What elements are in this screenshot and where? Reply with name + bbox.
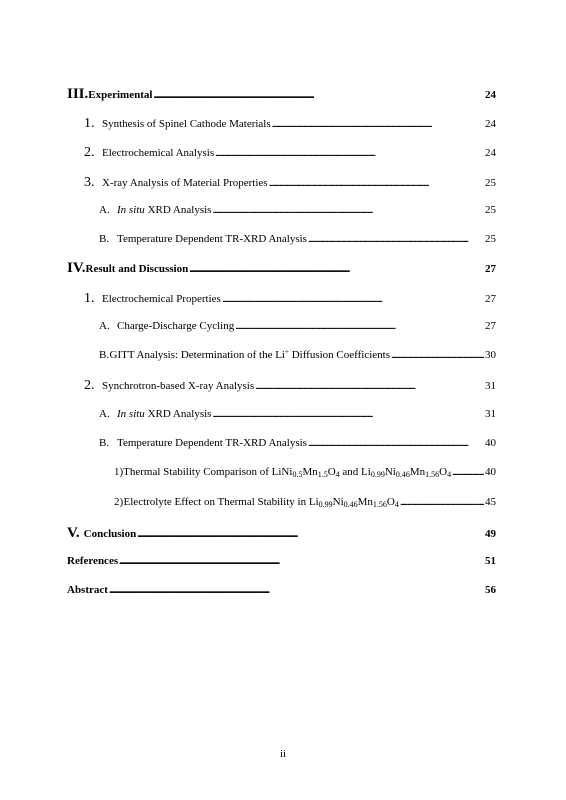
toc-entry-trxrd-2[interactable]	[0, 437, 566, 453]
toc-leader	[272, 118, 484, 130]
toc-number: B.	[99, 233, 110, 245]
toc-number: IV.	[67, 260, 86, 276]
toc-number: 2.	[84, 145, 95, 160]
toc-entry-insitu-xrd-2[interactable]	[0, 408, 566, 424]
toc-title: In situ XRD Analysis	[117, 408, 212, 420]
toc-page-number: 24	[485, 118, 496, 130]
toc-number: A.	[99, 204, 110, 216]
toc-number: B.	[99, 349, 110, 361]
toc-entry-thermal-stability[interactable]	[0, 466, 566, 482]
toc-entry-synthesis[interactable]	[0, 116, 566, 132]
page-footer-number: ii	[279, 748, 287, 760]
toc-entry-abstract[interactable]	[0, 584, 566, 600]
toc-entry-conclusion[interactable]	[0, 525, 566, 541]
toc-leader	[189, 263, 484, 275]
toc-page-number: 27	[485, 293, 496, 305]
toc-number: 1.	[84, 291, 95, 306]
toc-entry-references[interactable]	[0, 555, 566, 571]
toc-leader	[137, 528, 484, 540]
toc-leader	[308, 233, 484, 245]
toc-entry-xray-analysis[interactable]	[0, 175, 566, 191]
toc-title: Temperature Dependent TR-XRD Analysis	[117, 233, 307, 245]
toc-leader	[255, 380, 484, 392]
toc-leader	[212, 408, 484, 420]
toc-title: X-ray Analysis of Material Properties	[102, 177, 268, 189]
toc-page-number: 45	[485, 496, 496, 508]
toc-number: 2.	[84, 378, 95, 393]
toc-entry-electrochemical-analysis[interactable]	[0, 145, 566, 161]
toc-title: Charge-Discharge Cycling	[117, 320, 235, 332]
toc-title: Abstract	[67, 584, 108, 596]
toc-number: A.	[99, 408, 110, 420]
toc-entry-experimental[interactable]	[0, 86, 566, 102]
toc-page-number: 31	[485, 408, 496, 420]
toc-leader	[452, 466, 484, 478]
toc-page-number: 27	[485, 263, 496, 275]
toc-number: 1.	[84, 116, 95, 131]
toc-title: Result and Discussion	[85, 263, 189, 275]
toc-entry-insitu-xrd-1[interactable]	[0, 204, 566, 220]
toc-number: III.	[67, 86, 89, 102]
toc-title: Electrochemical Properties	[102, 293, 221, 305]
toc-page-number: 40	[485, 437, 496, 449]
toc-page-number: 40	[485, 466, 496, 478]
toc-number: A.	[99, 320, 110, 332]
toc-page-number: 56	[485, 584, 496, 596]
toc-page-number: 30	[485, 349, 496, 361]
toc-entry-electrochemical-properties[interactable]	[0, 291, 566, 307]
toc-number: 3.	[84, 175, 95, 190]
toc-page-number: 25	[485, 204, 496, 216]
toc-title: Temperature Dependent TR-XRD Analysis	[117, 437, 307, 449]
toc-page-number: 31	[485, 380, 496, 392]
toc-leader	[212, 204, 484, 216]
toc-number: B.	[99, 437, 110, 449]
toc-title: References	[67, 555, 119, 567]
toc-leader	[119, 555, 484, 567]
toc-leader	[215, 147, 484, 159]
toc-leader	[391, 349, 484, 361]
toc-title: GITT Analysis: Determination of the Li+ Diffusion Coefficients	[109, 348, 390, 361]
toc-leader	[235, 320, 484, 332]
toc-number: 1)	[114, 466, 124, 478]
toc-title: Electrolyte Effect on Thermal Stability in $Li_{0.99}Ni_{0.46}Mn_{1.56}O_4$	[123, 496, 399, 509]
toc-leader	[269, 177, 484, 189]
toc-number: V.	[67, 525, 80, 541]
toc-title: Thermal Stability Comparison of $LiNi_{0.5}Mn_{1.5}O_4$ and $Li_{0.99}Ni_{0.46}Mn_{1.56}O_4$	[123, 466, 452, 479]
toc-entry-electrolyte-effect[interactable]	[0, 496, 566, 512]
toc-leader	[153, 89, 484, 101]
toc-title: Conclusion	[83, 528, 137, 540]
toc-title: Synthesis of Spinel Cathode Materials	[102, 118, 271, 130]
toc-entry-gitt[interactable]	[0, 349, 566, 365]
toc-title: Synchrotron-based X-ray Analysis	[102, 380, 255, 392]
toc-leader	[109, 584, 484, 596]
toc-title: Electrochemical Analysis	[102, 147, 215, 159]
toc-page-number: 24	[485, 147, 496, 159]
toc-leader	[222, 293, 484, 305]
toc-entry-trxrd-1[interactable]	[0, 233, 566, 249]
toc-entry-charge-discharge[interactable]	[0, 320, 566, 336]
toc-title: Experimental	[88, 89, 153, 101]
toc-number: 2)	[114, 496, 124, 508]
toc-leader	[400, 496, 484, 508]
toc-page-number: 25	[485, 177, 496, 189]
toc-page-number: 25	[485, 233, 496, 245]
toc-title: In situ XRD Analysis	[117, 204, 212, 216]
toc-page-number: 51	[485, 555, 496, 567]
toc-entry-synchrotron[interactable]	[0, 378, 566, 394]
toc-page-number: 49	[485, 528, 496, 540]
toc-entry-results[interactable]	[0, 260, 566, 276]
toc-page-number: 24	[485, 89, 496, 101]
toc-leader	[308, 437, 484, 449]
toc-page-number: 27	[485, 320, 496, 332]
